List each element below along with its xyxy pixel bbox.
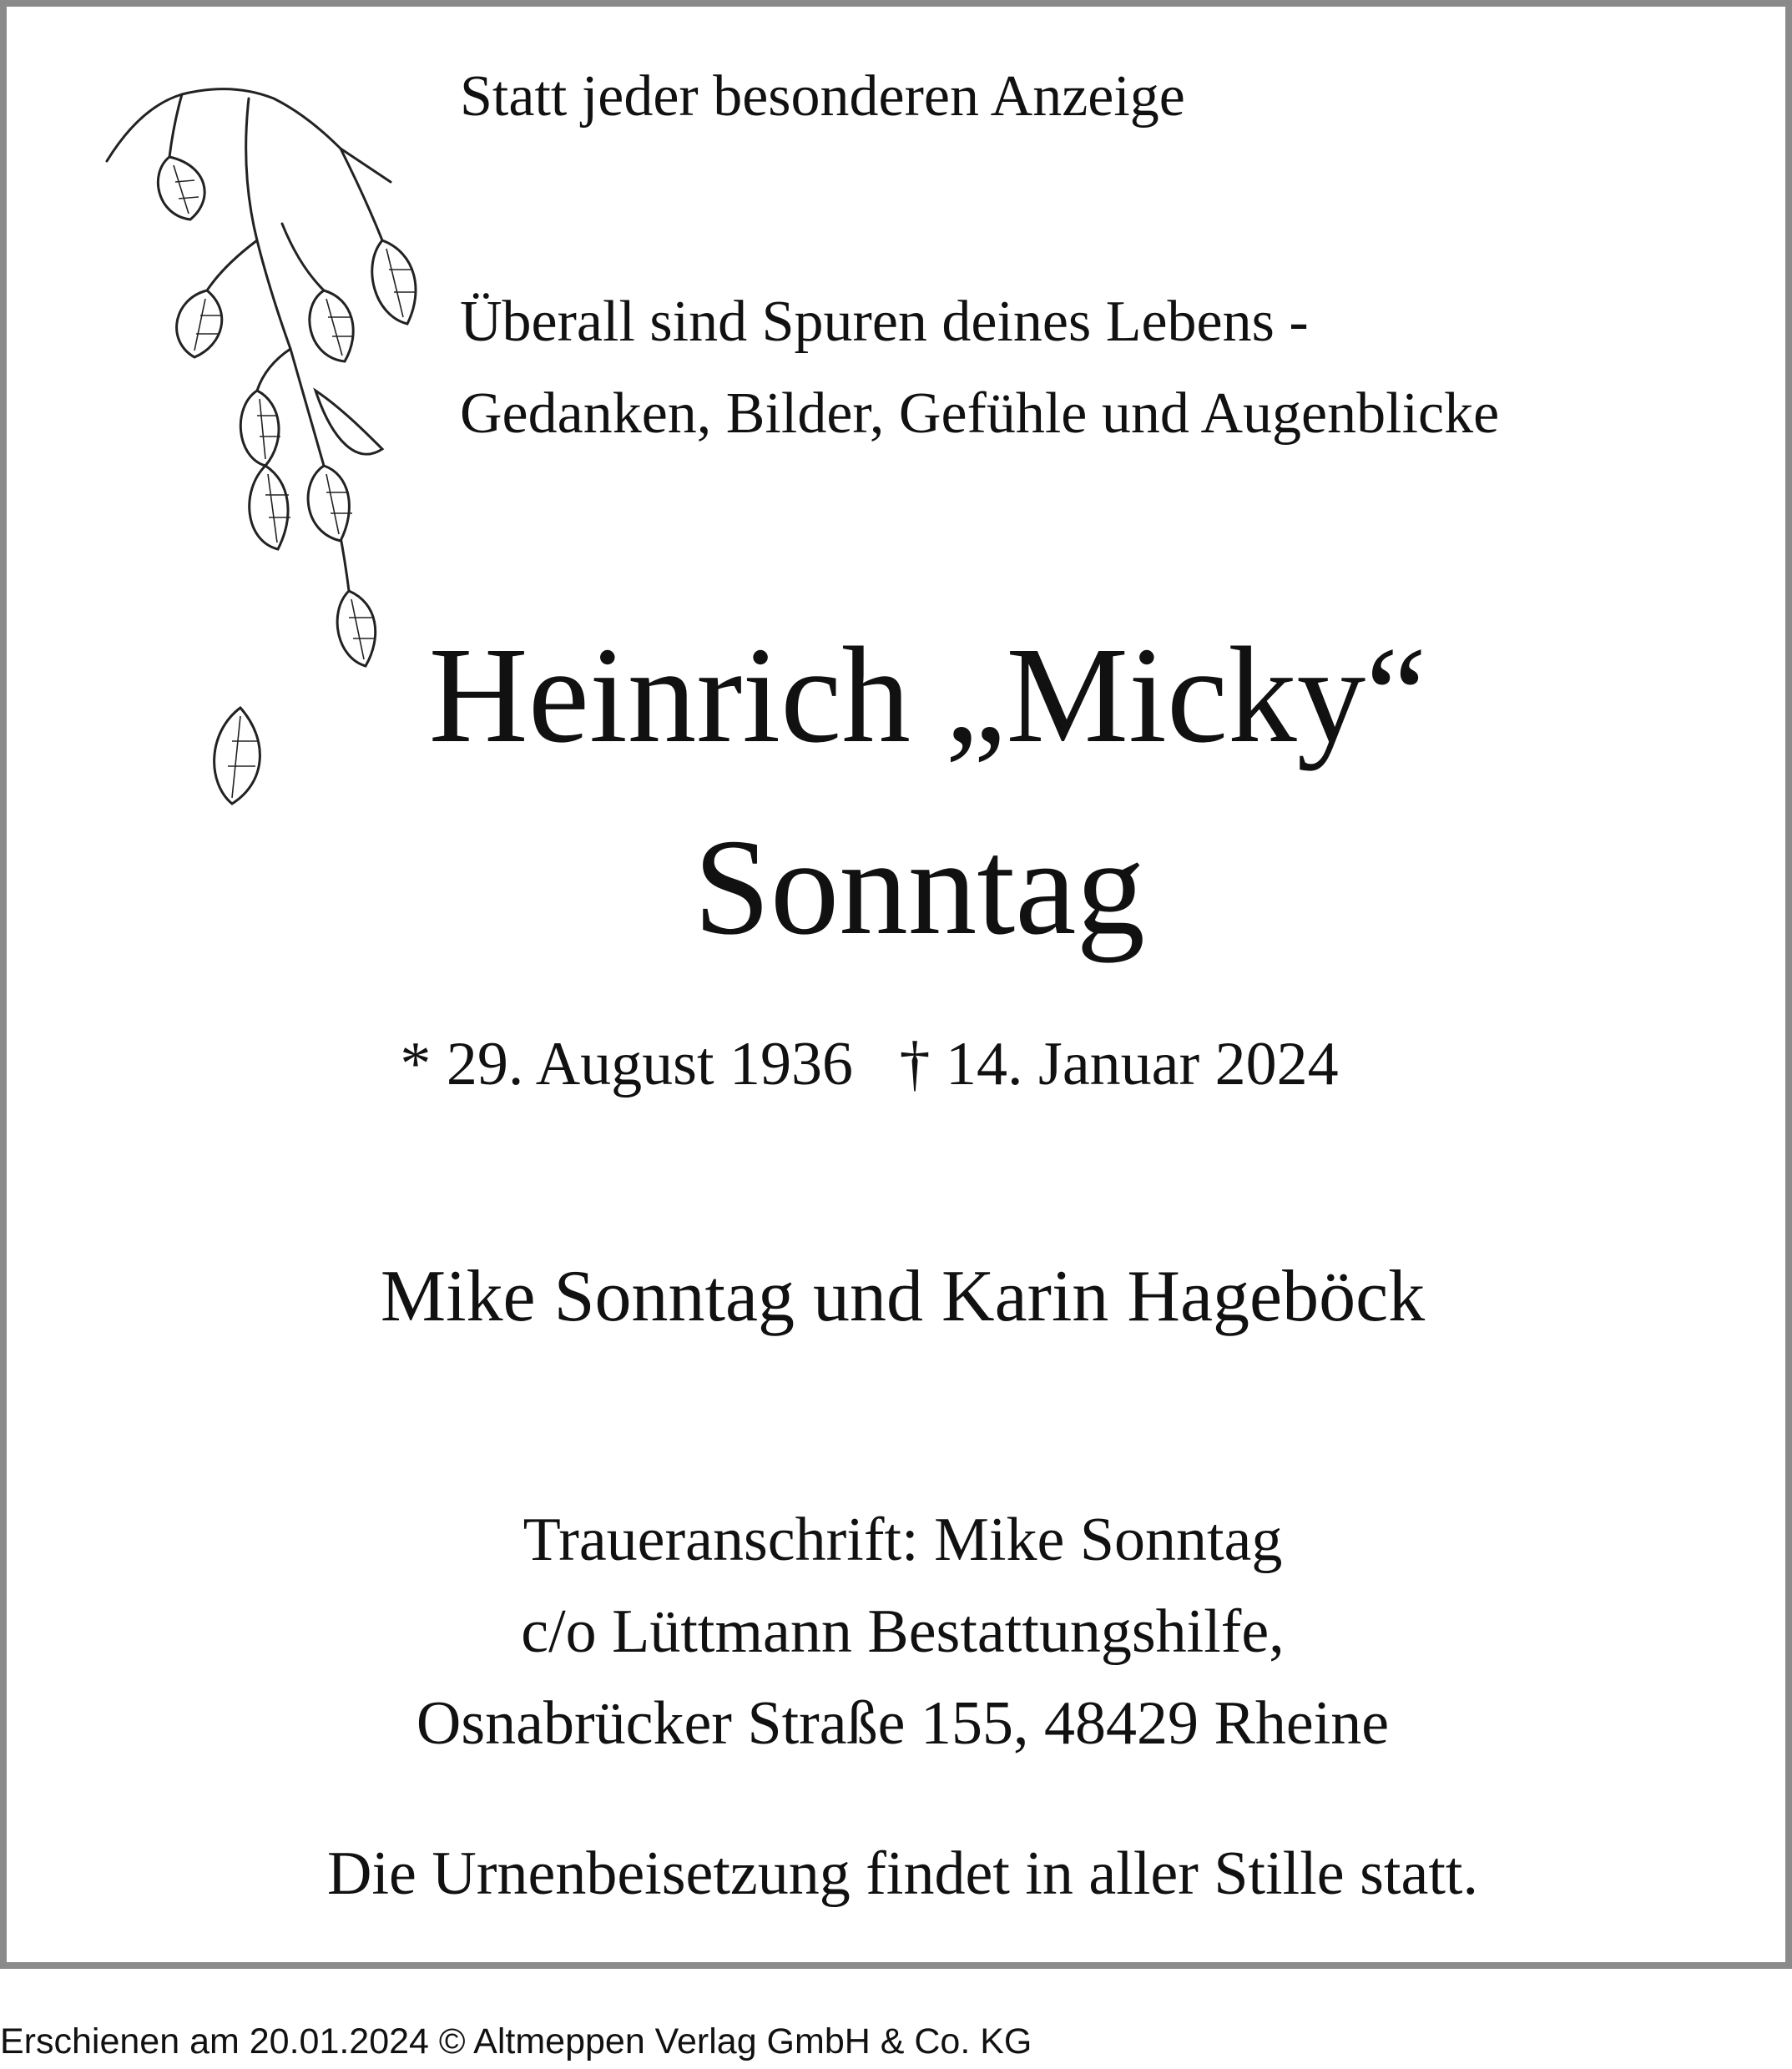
life-dates: * 29. August 1936 † 14. Januar 2024 (400, 1030, 1339, 1098)
address-line-3: Osnabrücker Straße 155, 48429 Rheine (416, 1689, 1390, 1758)
notice-header: Statt jeder besonderen Anzeige (460, 64, 1185, 129)
address-line-2: c/o Lüttmann Bestattungshilfe, (521, 1597, 1285, 1666)
closing-note: Die Urnenbeisetzung findet in aller Stille statt. (327, 1839, 1478, 1908)
publication-credit: Erschienen am 20.01.2024 © Altmeppen Verlag GmbH & Co. KG (0, 2021, 1032, 2061)
verse-line-1: Überall sind Spuren deines Lebens - (460, 290, 1309, 354)
mourners: Mike Sonntag und Karin Hageböck (380, 1256, 1426, 1337)
deceased-name-line-1: Heinrich „Micky“ (428, 618, 1427, 771)
deceased-name-line-2: Sonntag (694, 810, 1145, 963)
address-line-1: Traueranschrift: Mike Sonntag (522, 1506, 1283, 1574)
verse-line-2: Gedanken, Bilder, Gefühle und Augenblicke (460, 381, 1500, 446)
